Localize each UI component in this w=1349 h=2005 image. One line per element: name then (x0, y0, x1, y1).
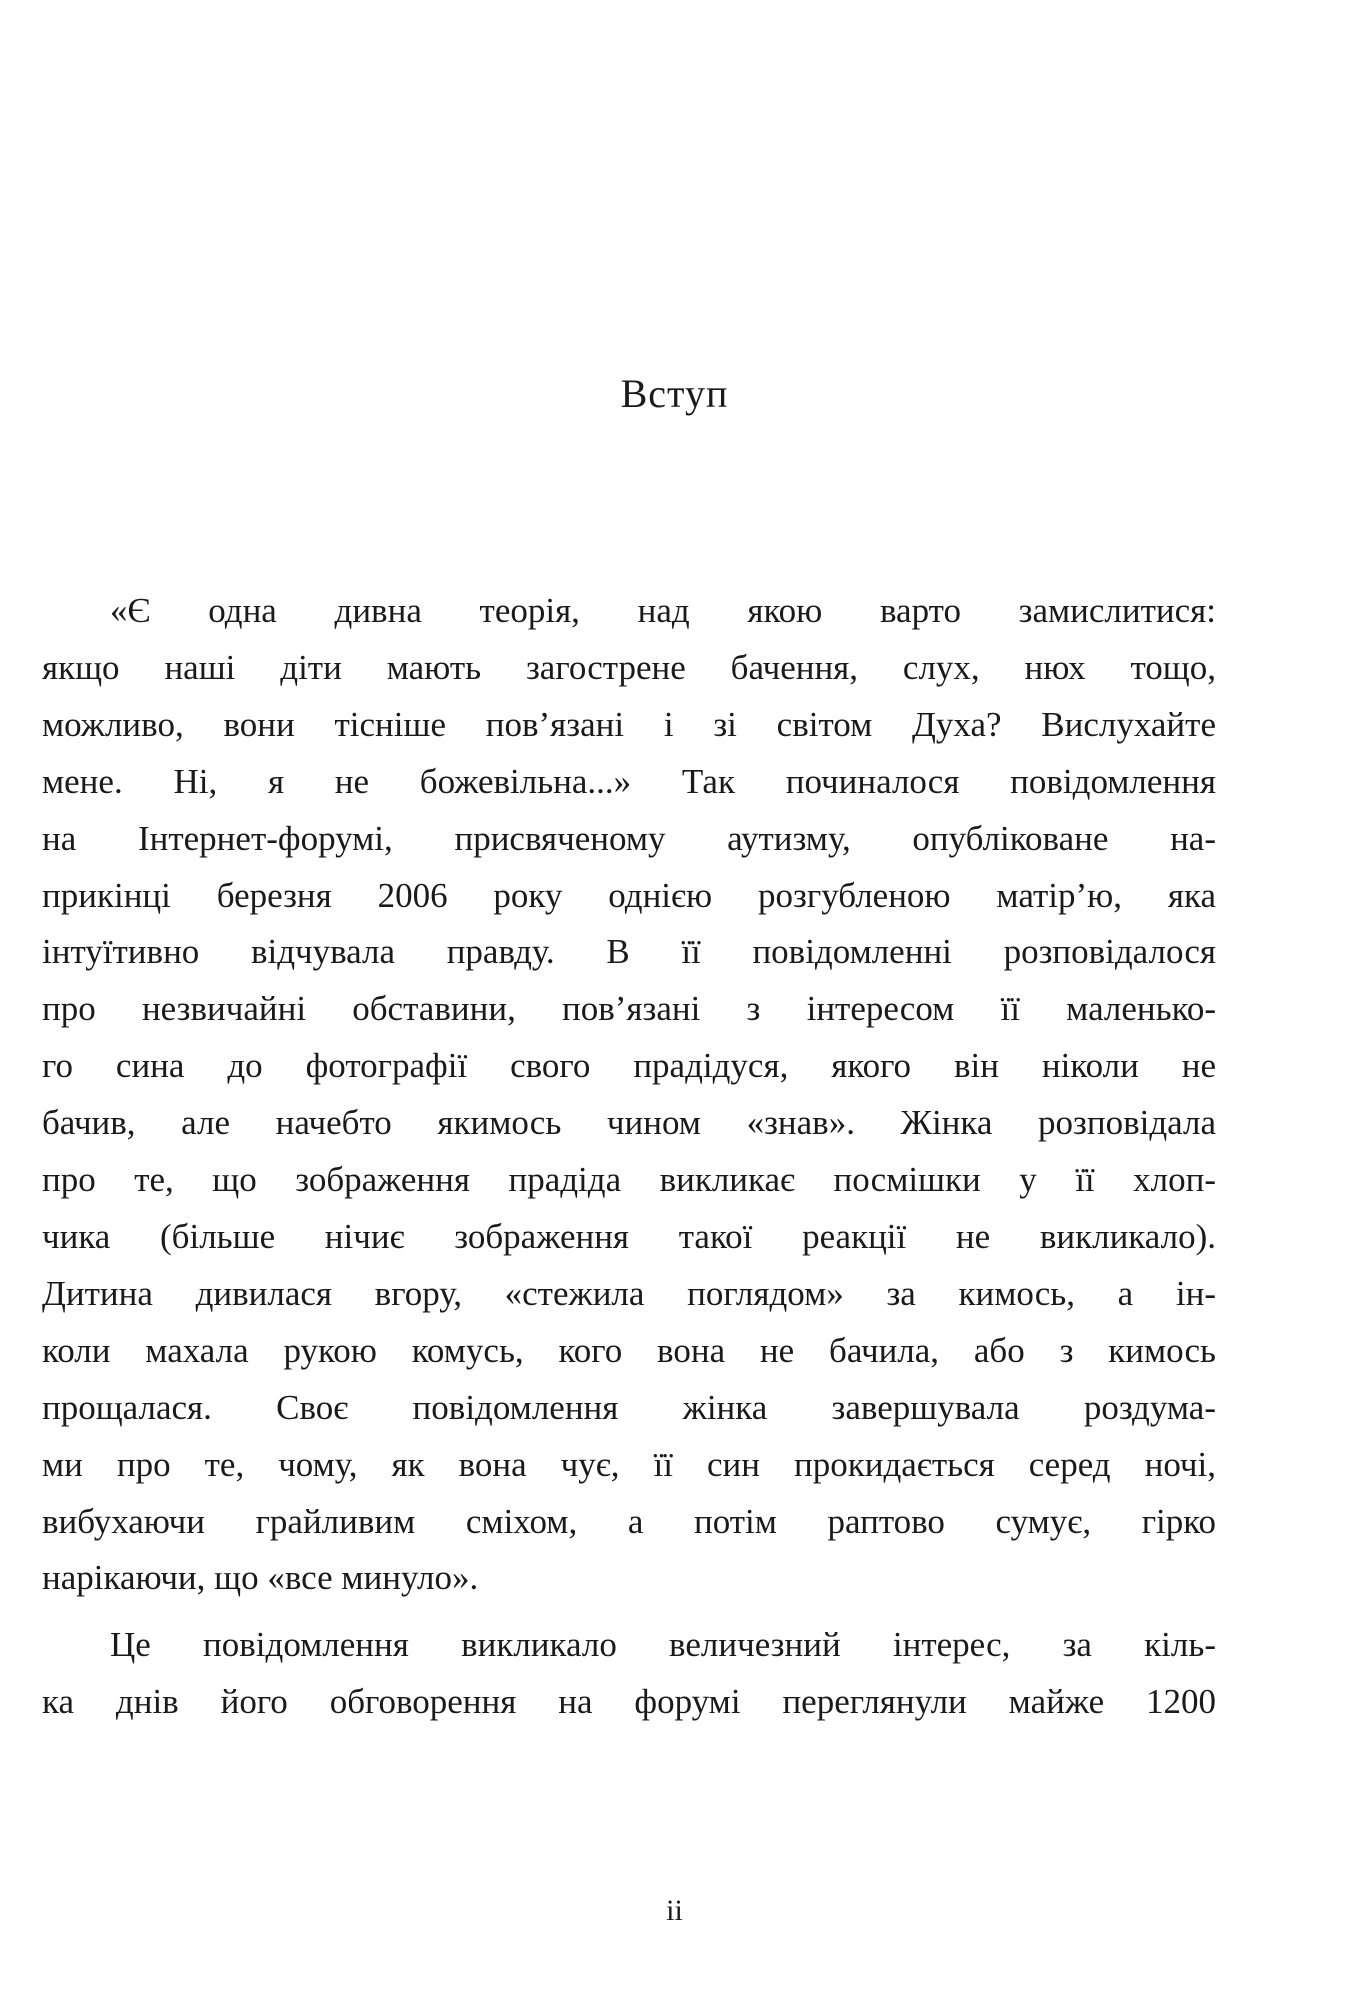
text-line: нарікаючи, що «все минуло». (42, 1558, 479, 1598)
text-line: вибухаючи грайливим сміхом, а потім раптово сумує, гірко (42, 1501, 1216, 1541)
text-line: ка днів його обговорення на форумі переглянули майже 1200 (42, 1681, 1216, 1721)
paragraph (42, 583, 1216, 1607)
text-line: якщо наші діти мають загострене бачення, слух, нюх тощо, (42, 647, 1216, 687)
text-line: можливо, вони тісніше пов’язані і зі світом Духа? Вислухайте (42, 704, 1216, 744)
text-line: про незвичайні обставини, пов’язані з інтересом її маленько- (42, 989, 1216, 1029)
text-line: на Інтернет-форумі, присвяченому аутизму, опубліковане на- (42, 818, 1216, 858)
text-line: «Є одна дивна теорія, над якою варто замислитися: (110, 591, 1216, 630)
page-number: ii (666, 1894, 683, 1927)
text-line: інтуїтивно відчувала правду. В її повідомленні розповідалося (42, 932, 1216, 972)
text-line: бачив, але начебто якимось чином «знав». Жінка розповідала (42, 1103, 1216, 1143)
text-line: ми про те, чому, як вона чує, її син прокидається серед ночі, (42, 1444, 1216, 1484)
text-line: Дитина дивилася вгору, «стежила поглядом» за кимось, а ін- (42, 1273, 1216, 1313)
text-line: коли махала рукою комусь, кого вона не бачила, або з кимось (42, 1330, 1216, 1370)
text-line: прикінці березня 2006 року однією розгубленою матір’ю, яка (42, 875, 1216, 915)
text-line: чика (більше нічиє зображення такої реакції не викликало). (42, 1216, 1216, 1256)
text-line: прощалася. Своє повідомлення жінка завершувала роздума- (42, 1387, 1216, 1427)
text-line: про те, що зображення прадіда викликає посмішки у її хлоп- (42, 1160, 1216, 1200)
paragraph (42, 1617, 1216, 1731)
text-line: Це повідомлення викликало величезний інтерес, за кіль- (110, 1625, 1216, 1664)
chapter-title: Вступ (620, 371, 729, 416)
text-line: го сина до фотографії свого прадідуся, якого він ніколи не (42, 1046, 1216, 1086)
text-line: мене. Ні, я не божевільна...» Так починалося повідомлення (42, 761, 1216, 801)
